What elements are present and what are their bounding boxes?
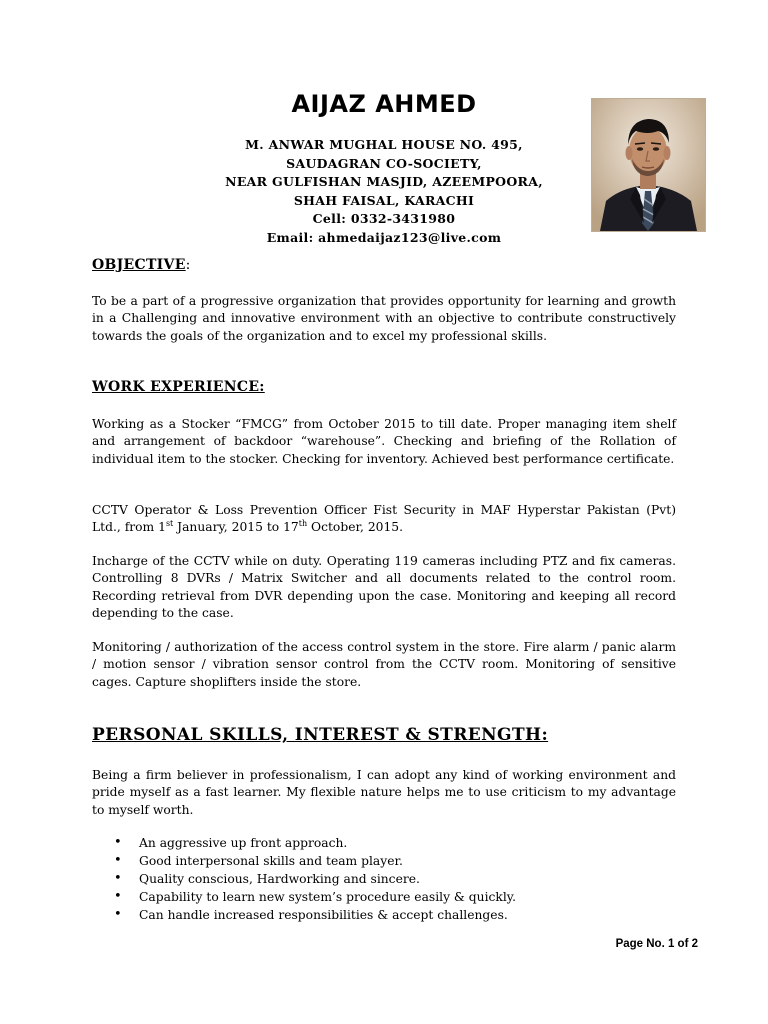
email-address: Email: ahmedaijaz123@live.com bbox=[266, 229, 502, 245]
work-experience-text: October, 2015. bbox=[307, 520, 404, 535]
address-line: M. ANWAR MUGHAL HOUSE NO. 495, bbox=[245, 137, 523, 152]
list-item: • Quality conscious, Hardworking and sincere. bbox=[114, 870, 674, 888]
cell-number: Cell: 0332-3431980 bbox=[312, 211, 456, 226]
list-item: • Can handle increased responsibilities & accept challenges. bbox=[114, 906, 674, 924]
address-line: NEAR GULFISHAN MASJID, AZEEMPOORA, bbox=[225, 174, 543, 189]
work-experience-heading: WORK EXPERIENCE: bbox=[92, 379, 265, 395]
profile-photo-image bbox=[592, 99, 705, 231]
objective-heading-text: OBJECTIVE bbox=[92, 257, 186, 273]
work-experience-paragraph bbox=[92, 502, 676, 537]
list-item: • Capability to learn new system’s procedure easily & quickly. bbox=[114, 888, 674, 906]
work-experience-paragraph: Working as a Stocker “FMCG” from October 2015 to till date. Proper managing item shelf and arrangement of backdoor “warehouse”. Checking and briefing of the Rollation of individual item to the stocker. Checking for inventory. Achieved best performance certificate. bbox=[92, 417, 676, 466]
work-experience-paragraph: Incharge of the CCTV while on duty. Operating 119 cameras including PTZ and fix cameras. Controlling 8 DVRs / Matrix Switcher and all documents related to the control room. Recording retrieval from DVR depending upon the case. Monitoring and keeping all record depending to the case. bbox=[92, 554, 676, 620]
work-experience-text: CCTV Operator & Loss Prevention Officer Fist Security in MAF Hyperstar Pakistan (Pvt) Ltd., from 1 bbox=[92, 503, 676, 535]
objective-heading-colon: : bbox=[185, 257, 191, 273]
candidate-name: AIJAZ AHMED bbox=[291, 90, 477, 118]
objective-heading bbox=[92, 257, 191, 273]
skills-intro: Being a firm believer in professionalism, I can adopt any kind of working environment and pride myself as a fast learner. My flexible nature helps me to use criticism to my advantage to myself worth. bbox=[92, 768, 676, 817]
page-number: Page No. 1 of 2 bbox=[615, 938, 698, 950]
ordinal-suffix: th bbox=[298, 519, 308, 529]
work-experience-paragraph: Monitoring / authorization of the access control system in the store. Fire alarm / panic alarm / motion sensor / vibration sensor control from the CCTV room. Monitoring of sensitive cages. Capture shoplifters inside the store. bbox=[92, 640, 676, 689]
skills-heading: PERSONAL SKILLS, INTEREST & STRENGTH: bbox=[92, 725, 549, 745]
contact-block bbox=[92, 136, 676, 247]
address-line: SHAH FAISAL, KARACHI bbox=[293, 192, 475, 208]
profile-photo bbox=[591, 98, 706, 232]
objective-text: To be a part of a progressive organization that provides opportunity for learning and growth in a Challenging and innovative environment with an objective to contribute constructively towards the goals of the organization and to excel my professional skills. bbox=[92, 294, 676, 343]
list-item: • Good interpersonal skills and team player. bbox=[114, 852, 674, 870]
skills-list bbox=[114, 834, 674, 924]
address-line: SAUDAGRAN CO-SOCIETY, bbox=[286, 155, 482, 171]
ordinal-suffix: st bbox=[165, 519, 174, 529]
list-item: • An aggressive up front approach. bbox=[114, 834, 674, 852]
work-experience-text: January, 2015 to 17 bbox=[173, 520, 299, 535]
